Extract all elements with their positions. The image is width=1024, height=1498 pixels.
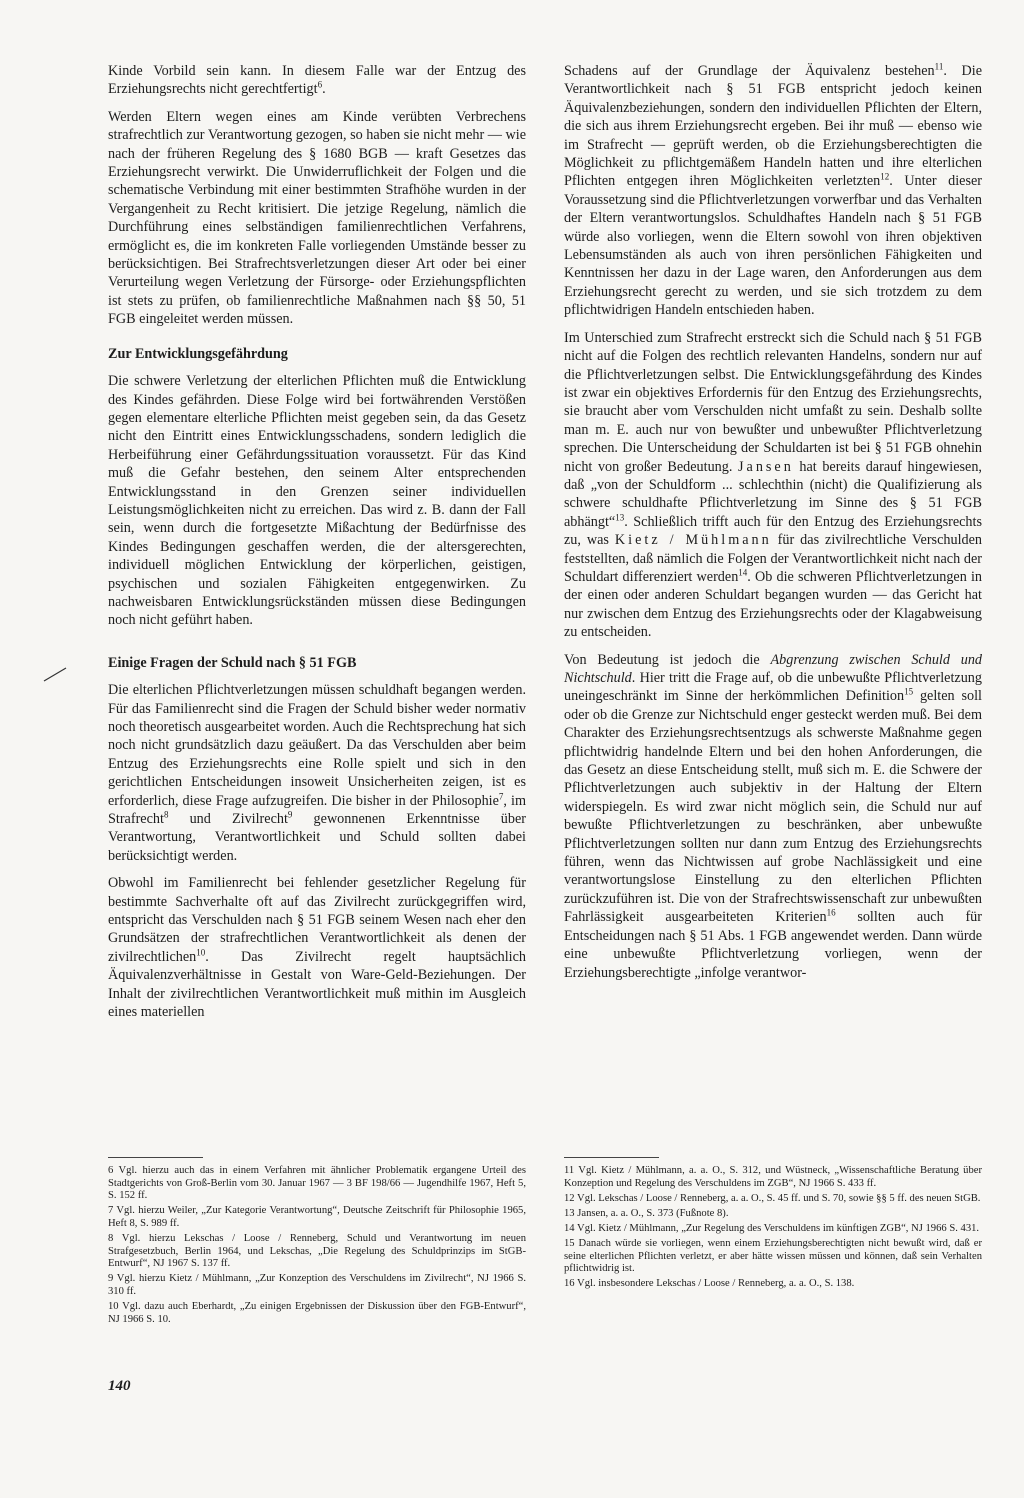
paragraph: Obwohl im Familienrecht bei fehlender gesetzlicher Regelung für bestimmte Sachverhalte oft auf das Zivilrecht zurückgegriffen wird, entspricht das Verschulden nach § 51 FGB seinem Wesen nach eher den Grundsätzen der strafrechtlichen Verantwortlichkeit als denen der zivilrechtlichen$^{10}$. Das Zivilrecht regelt hauptsächlich Äquivalenzverhältnisse in Gestalt von Ware-Geld-Beziehungen. Der Inhalt der zivilrechtlichen Verantwortlichkeit muß mithin im Ausgleich eines materiellen (108, 875, 526, 1021)
footnote: 9 Vgl. hierzu Kietz / Mühlmann, „Zur Konzeption des Verschuldens im Zivilrecht“, NJ 1966 S. 310 ff. (108, 1273, 526, 1297)
paragraph: Die elterlichen Pflichtverletzungen müssen schuldhaft begangen werden. Für das Familienrecht sind die Fragen der Schuld bisher weder normativ noch theoretisch ausgearbeitet worden. Auch die Rechtsprechung hat sich noch nicht grundsätzlich dazu geäußert. Da das Verschulden aber beim Entzug des Erziehungsrechts eine Rolle spielt und sich in den gerichtlichen Entscheidungen insoweit Unsicherheiten zeigen, ist es erforderlich, diese Frage aufzugreifen. Die bisher in der Philosophie$^7$, im Strafrecht$^8$ und Zivilrecht$^9$ gewonnenen Erkenntnisse über Verantwortung, Verantwortlichkeit und Schuld sollten dabei berücksichtigt werden. (108, 682, 526, 864)
footnote-ref: 13 (615, 512, 625, 523)
footnotes-right (564, 1165, 982, 1293)
footnote: 15 Danach würde sie vorliegen, wenn einem Erziehungsberechtigten nicht bewußt wird, daß er seine elterlichen Pflichten verletzt, er aber hätte wissen müssen und können, daß sein Verhalten pflichtwidrig ist. (564, 1237, 982, 1275)
paragraph: Im Unterschied zum Strafrecht erstreckt sich die Schuld nach § 51 FGB nicht auf die Folgen des rechtlich relevanten Handelns, sondern nur auf die Pflichtverletzungen selbst. Die Entwicklungsgefährdung des Kindes ist zwar ein objektives Erfordernis für den Entzug des Erziehungsrechts, sie braucht aber vom Verschulden nicht umfaßt zu sein. Deshalb sollte man m. E. auch nur von bewußter und unbewußter Pflichtverletzung sprechen. Die Unterscheidung der Schuldarten ist bei § 51 FGB ohnehin nicht von großer Bedeutung. Jansen hat bereits darauf hingewiesen, daß „von der Schuldform ... schlechthin (nicht) die Qualifizierung als schwere schuldhafte Pflichtverletzung im Sinne des § 51 FGB abhängt“$^{13}$. Schließlich trifft auch für den Entzug des Erziehungsrechts zu, was Kietz / Mühlmann für das zivilrechtliche Verschulden feststellten, daß nämlich die Folgen der Verantwortlichkeit nicht nach der Schuldart differenziert werden$^{14}$. Ob die schweren Pflichtverletzungen in der einen oder anderen Schuldart begangen wurden — das Gericht hat nur zwischen dem Entzug des Erziehungsrechts oder der Klagabweisung zu entscheiden. (564, 329, 983, 641)
paragraph: Die schwere Verletzung der elterlichen Pflichten muß die Entwicklung des Kindes gefährden. Diese Folge wird bei fortwährenden Verstößen gegen elementare elterliche Pflichten meist gegeben sein, da das Gesetz nicht den Eintritt eines Entwicklungsschadens, sondern lediglich die Herbeiführung einer Gefährdungssituation voraussetzt. Für das Kind muß die Gefahr bestehen, den seinem Alter entsprechenden Entwicklungsstand in den Grenzen seiner individuellen Leistungsmöglichkeiten nicht zu erreichen. Das wird z. B. dann der Fall sein, wenn durch die fortgesetzte Mißachtung der Bedürfnisse des Kindes Bedingungen geschaffen werden, die der altersgerechten, individuell möglichen Entwicklung der körperlichen, geistigen, psychischen und sozialen Fähigkeiten entgegenwirken. Zu nachweisbaren Entwicklungsrückständen müssen diese Bedingungen noch nicht geführt haben. (108, 373, 526, 629)
section-heading: Zur Entwicklungsgefährdung (108, 345, 288, 362)
footnote-ref: 12 (880, 171, 890, 182)
paragraph: Schadens auf der Grundlage der Äquivalenz bestehen$^{11}$. Die Verantwortlichkeit nach § 51 FGB entspricht jedoch keinen Äquivalenzbeziehungen, sondern den individuellen Pflichten der Eltern, die sich aus ihrem Erziehungsrecht ergeben. Bei ihr muß — ebenso wie im Strafrecht — geprüft werden, ob die Erziehungsberechtigten die Möglichkeit zu pflichtgemäßem Handeln hatten und ihre elterlichen Pflichten entgegen ihren Möglichkeiten verletzten$^{12}$. Unter dieser Voraussetzung sind die Pflichtverletzungen vorwerfbar und das Verhalten der Eltern verantwortungslos. Schuldhaftes Handeln nach § 51 FGB würde also vorliegen, wenn die Eltern sowohl von ihren objektiven Lebensumständen als auch von ihren persönlichen Fähigkeiten und Kenntnissen her dazu in der Lage waren, den Anforderungen aus dem Erziehungsrecht gerecht zu werden, und sie sich trotzdem zu dem pflichtwidrigen Handeln entschieden haben. (564, 61, 982, 319)
footnote-rule (564, 1157, 659, 1158)
footnote-ref: 11 (934, 61, 944, 72)
footnote: 6 Vgl. hierzu auch das in einem Verfahren mit ähnlicher Problematik ergangene Urteil des Stadtgerichts von Groß-Berlin vom 30. Januar 1967 — 3 BF 198/66 — Jugendhilfe 1967, Heft 5, S. 152 ff. (108, 1165, 526, 1202)
author-name-spaced: Kietz / Mühlmann (614, 532, 772, 549)
footnote-ref: 15 (904, 686, 914, 697)
paragraph: Kinde Vorbild sein kann. In diesem Falle war der Entzug des Erziehungsrechts nicht gerechtfertigt$^6$. (108, 63, 526, 98)
footnote: 14 Vgl. Kietz / Mühlmann, „Zur Regelung des Verschuldens im künftigen ZGB“, NJ 1966 S. 431. (564, 1222, 980, 1234)
footnote-ref: 10 (196, 947, 206, 958)
footnote: 8 Vgl. hierzu Lekschas / Loose / Renneberg, Schuld und Verantwortung im neuen Strafgesetzbuch, Berlin 1964, und Lekschas, „Die Regelung des Schuldprinzips im StGB-Entwurf“, NJ 1967 S. 137 ff. (108, 1232, 526, 1270)
page-number: 140 (108, 1378, 131, 1394)
footnote: 10 Vgl. dazu auch Eberhardt, „Zu einigen Ergebnissen der Diskussion über den FGB-Entwurf“, NJ 1966 S. 10. (108, 1300, 526, 1325)
paragraph: Werden Eltern wegen eines am Kinde verübten Verbrechens strafrechtlich zur Verantwortung gezogen, so haben sie nicht mehr — wie nach der früheren Regelung des § 1680 BGB — kraft Gesetzes das Erziehungsrecht verwirkt. Die Unwiderruflichkeit der Folgen und die schematische Verbindung mit einer bestimmten Strafhöhe wurden in der Vergangenheit zu Recht kritisiert. Die jetzige Regelung, nämlich die Durchführung eines selbständigen familienrechtlichen Verfahrens, ermöglicht es, die im konkreten Falle vorliegenden Umstände besser zu berücksichtigen. Bei Strafrechtsverletzungen dieser Art oder bei einer Verurteilung wegen Verletzung der Fürsorge- oder Erziehungspflichten ist stets zu prüfen, ob familienrechtliche Maßnahmen nach §§ 50, 51 FGB eingeleitet werden müssen. (108, 108, 526, 328)
footnote: 13 Jansen, a. a. O., S. 373 (Fußnote 8). (564, 1207, 729, 1219)
footnote-ref: 6 (317, 79, 323, 90)
footnote: 16 Vgl. insbesondere Lekschas / Loose / Renneberg, a. a. O., S. 138. (564, 1278, 855, 1290)
margin-pencil-mark (42, 666, 68, 682)
footnote-ref: 14 (738, 567, 748, 578)
footnotes-left (108, 1165, 526, 1329)
footnote-rule (108, 1157, 203, 1158)
emphasis: Abgrenzung zwischen Schuld und Nichtschuld (564, 651, 983, 686)
right-column (564, 62, 982, 991)
footnote: 12 Vgl. Lekschas / Loose / Renneberg, a. a. O., S. 45 ff. und S. 70, sowie §§ 5 ff. des neuen StGB. (564, 1192, 981, 1204)
footnote-ref: 7 (498, 790, 504, 801)
paragraph: Von Bedeutung ist jedoch die Abgrenzung zwischen Schuld und Nichtschuld. Hier tritt die Frage auf, ob die unbewußte Pflichtverletzung uneingeschränkt im Sinne der herkömmlichen Definition$^{15}$ gelten soll oder ob die Grenze zur Nichtschuld enger gesteckt werden muß. Bei dem Charakter des Erziehungsrechtsentzugs als schwerste Maßnahme gegen pflichtwidrig handelnde Eltern und bei den hohen Anforderungen, die das Gesetz an diese Entscheidung stellt, muß sich m. E. die Schwere der Pflichtverletzungen auch subjektiv in der Haltung der Eltern widerspiegeln. Es wird zwar nicht möglich sein, die Schuld nur auf bewußte Pflichtverletzungen zu beschränken, aber unbewußte Pflichtverletzungen sollten nur dann zum Entzug des Erziehungsrechts führen, wenn das Nichtwissen auf grobe Nachlässigkeit und eine verantwortungslose Einstellung zu den elterlichen Pflichten zurückzuführen ist. Die von der Strafrechtswissenschaft zur unbewußten Fahrlässigkeit ausgearbeiteten Kriterien$^{16}$ sollten auch für Entscheidungen nach § 51 Abs. 1 FGB angewendet werden. Dann würde eine unbewußte Pflichtverletzung vorliegen, wenn der Erziehungsberechtigte „infolge verantwor- (564, 651, 983, 981)
footnote-ref: 9 (287, 809, 293, 820)
left-column (108, 62, 526, 1031)
author-name-spaced: Jansen (738, 458, 794, 475)
footnote: 7 Vgl. hierzu Weiler, „Zur Kategorie Verantwortung“, Deutsche Zeitschrift für Philosophie 1965, Heft 8, S. 989 ff. (108, 1205, 526, 1229)
footnote: 11 Vgl. Kietz / Mühlmann, a. a. O., S. 312, und Wüstneck, „Wissenschaftliche Beratung über Konzeption und Regelung des Verschuldens im ZGB“, NJ 1966 S. 433 ff. (564, 1165, 982, 1189)
footnote-ref: 16 (826, 907, 836, 918)
footnote-ref: 8 (163, 809, 169, 820)
section-heading: Einige Fragen der Schuld nach § 51 FGB (108, 654, 357, 671)
